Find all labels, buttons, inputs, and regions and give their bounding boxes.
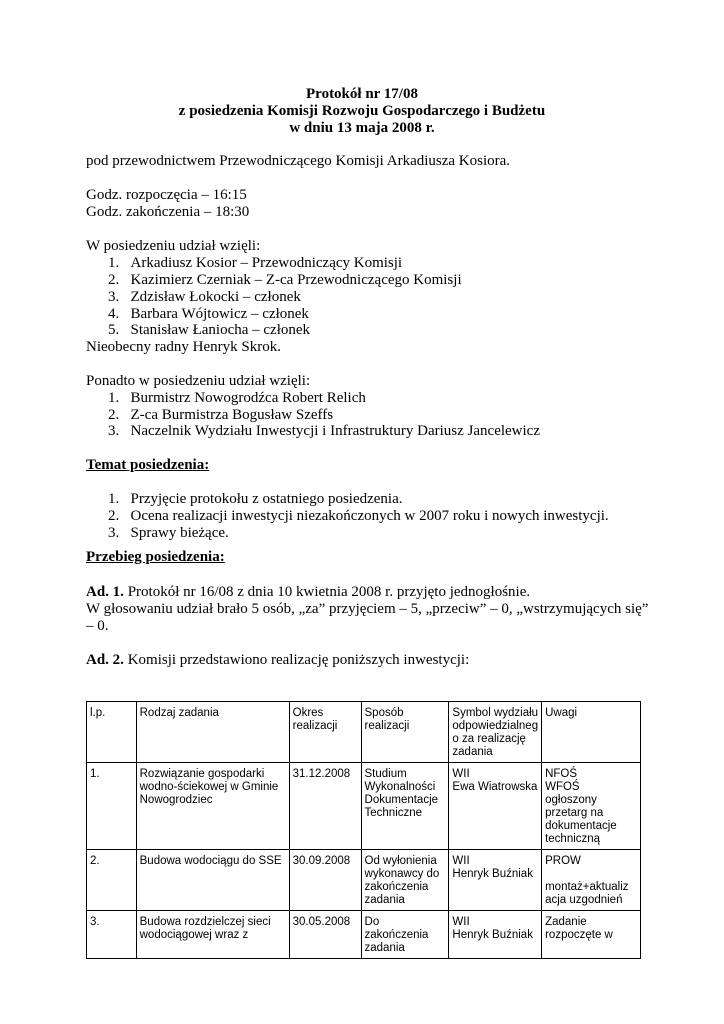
ad1-vote-line: W głosowaniu udział brało 5 osób, „za” przyjęciem – 5, „przeciw” – 0, „wstrzymujących się” xyxy=(86,601,649,617)
table-header-row xyxy=(87,702,641,763)
ad1-label: Ad. 1. xyxy=(86,584,124,600)
list-item: 2. Z-ca Burmistrza Bogusław Szeffs xyxy=(108,407,334,423)
proceedings-heading: Przebieg posiedzenia: xyxy=(86,549,225,565)
guests-heading: Ponadto w posiedzeniu udział wzięli: xyxy=(86,373,311,389)
table-cell: 30.05.2008 xyxy=(289,911,361,959)
start-time: Godz. rozpoczęcia – 16:15 xyxy=(86,187,247,203)
list-item: 2. Ocena realizacji inwestycji niezakończonych w 2007 roku i nowych inwestycji. xyxy=(108,508,609,524)
table-cell: Rozwiązanie gospodarki wodno-ściekowej w Gminie Nowogrodziec xyxy=(136,763,289,850)
table-header-cell: l.p. xyxy=(87,702,137,763)
table-header-cell: Symbol wydziału odpowiedzialneg o za realizację zadania xyxy=(449,702,542,763)
table-cell: Do zakończenia zadania xyxy=(361,911,449,959)
table-row xyxy=(87,850,641,911)
list-item: 4. Barbara Wójtowicz – członek xyxy=(108,306,309,322)
table-cell: NFOŚ WFOŚ ogłoszony przetarg na dokumentacje techniczną xyxy=(542,763,641,850)
table-header-cell: Uwagi xyxy=(542,702,641,763)
document-title-number: Protokół nr 17/08 xyxy=(306,86,418,102)
table-cell: WII Henryk Buźniak xyxy=(449,911,542,959)
investments-table xyxy=(86,701,641,959)
list-item: 1. Przyjęcie protokołu z ostatniego posiedzenia. xyxy=(108,491,403,507)
list-item: 2. Kazimierz Czerniak – Z-ca Przewodniczącego Komisji xyxy=(108,272,462,288)
table-cell: Budowa rozdzielczej sieci wodociągowej wraz z xyxy=(136,911,289,959)
list-item: 1. Burmistrz Nowogrodźca Robert Relich xyxy=(108,390,366,406)
table-cell: Studium Wykonalności Dokumentacje Techniczne xyxy=(361,763,449,850)
table-cell: PROW montaż+aktualiz acja uzgodnień xyxy=(542,850,641,911)
table-cell: Zadanie rozpoczęte w xyxy=(542,911,641,959)
table-header-cell: Sposób realizacji xyxy=(361,702,449,763)
list-item: 3. Naczelnik Wydziału Inwestycji i Infrastruktury Dariusz Jancelewicz xyxy=(108,423,540,439)
table-header-cell: Rodzaj zadania xyxy=(136,702,289,763)
agenda-heading: Temat posiedzenia: xyxy=(86,457,210,473)
participants-heading: W posiedzeniu udział wzięli: xyxy=(86,238,261,254)
table-cell: Budowa wodociągu do SSE xyxy=(136,850,289,911)
table-cell: WII Ewa Wiatrowska xyxy=(449,763,542,850)
table-row xyxy=(87,763,641,850)
chair-intro: pod przewodnictwem Przewodniczącego Komisji Arkadiusza Kosiora. xyxy=(86,153,511,169)
table-cell: 31.12.2008 xyxy=(289,763,361,850)
list-item: 3. Zdzisław Łokocki – członek xyxy=(108,289,301,305)
ad2-text: Komisji przedstawiono realizację poniższych inwestycji: xyxy=(123,652,470,668)
ad2-paragraph xyxy=(86,652,469,669)
table-cell: WII Henryk Buźniak xyxy=(449,850,542,911)
table-cell: Od wyłonienia wykonawcy do zakończenia zadania xyxy=(361,850,449,911)
list-item: 5. Stanisław Łaniocha – członek xyxy=(108,322,311,338)
list-item: 3. Sprawy bieżące. xyxy=(108,525,229,541)
table-row xyxy=(87,911,641,959)
table-cell: 1. xyxy=(87,763,137,850)
document-title-date: w dniu 13 maja 2008 r. xyxy=(289,120,435,136)
absent-note: Nieobecny radny Henryk Skrok. xyxy=(86,339,281,355)
ad1-paragraph xyxy=(86,584,530,601)
table-cell: 3. xyxy=(87,911,137,959)
table-header-cell: Okres realizacji xyxy=(289,702,361,763)
ad1-vote-line-end: – 0. xyxy=(86,618,109,634)
table-cell: 30.09.2008 xyxy=(289,850,361,911)
end-time: Godz. zakończenia – 18:30 xyxy=(86,204,250,220)
ad2-label: Ad. 2. xyxy=(86,652,124,668)
table-cell: 2. xyxy=(87,850,137,911)
ad1-text: Protokół nr 16/08 z dnia 10 kwietnia 2008 r. przyjęto jednogłośnie. xyxy=(123,584,531,600)
document-title-committee: z posiedzenia Komisji Rozwoju Gospodarczego i Budżetu xyxy=(178,103,546,119)
list-item: 1. Arkadiusz Kosior – Przewodniczący Komisji xyxy=(108,255,403,271)
